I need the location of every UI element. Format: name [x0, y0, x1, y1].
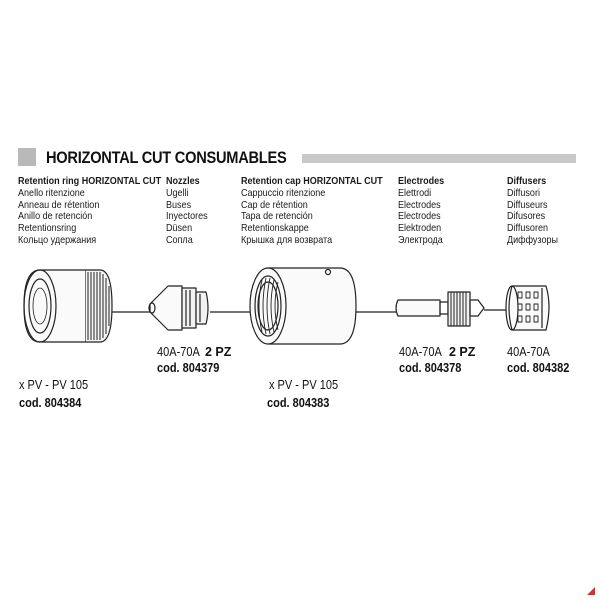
- translation-line: Anneau de rétention: [18, 198, 100, 211]
- retention-ring-code: cod. 804384: [19, 396, 82, 410]
- translation-line: Electrodes: [398, 198, 441, 211]
- nozzle-code: cod. 804379: [157, 361, 220, 375]
- retention-ring-compat-label: x PV - PV 105: [19, 378, 89, 392]
- electrode-code: cod. 804378: [399, 361, 462, 375]
- column-header: Retention cap HORIZONTAL CUT: [241, 175, 383, 187]
- column-header: Electrodes: [398, 175, 445, 187]
- translation-line: Inyectores: [166, 210, 208, 223]
- translation-line: Cappuccio ritenzione: [241, 186, 326, 199]
- column-header: Retention ring HORIZONTAL CUT: [18, 175, 162, 187]
- translation-line: Tapa de retención: [241, 210, 313, 223]
- retention-cap-compat-label: x PV - PV 105: [269, 378, 339, 392]
- translation-line: Difusores: [507, 210, 546, 223]
- translation-line: Diffusori: [507, 186, 540, 199]
- electrode-amperage-label: 40A-70A: [399, 345, 442, 359]
- translation-line: Buses: [166, 198, 192, 211]
- nozzle-quantity: 2 PZ: [205, 345, 232, 359]
- translation-line: Retentionskappe: [241, 222, 309, 235]
- translation-line: Electrodes: [398, 210, 441, 223]
- translation-line: Anello ritenzione: [18, 186, 85, 199]
- translation-line: Сопла: [166, 233, 193, 246]
- translation-line: Ugelli: [166, 186, 189, 199]
- translation-line: Diffuseurs: [507, 198, 548, 211]
- retention-cap-illustration: [250, 268, 356, 344]
- translation-line: Elettrodi: [398, 186, 432, 199]
- retention-ring-illustration: [24, 270, 112, 342]
- column-header: Diffusers: [507, 175, 547, 187]
- translation-line: Anillo de retención: [18, 210, 93, 223]
- diffuser-illustration: [506, 286, 549, 330]
- retention-cap-code: cod. 804383: [267, 396, 330, 410]
- translation-line: Кольцо удержания: [18, 233, 97, 246]
- column-header: Nozzles: [166, 175, 200, 187]
- diffuser-code: cod. 804382: [507, 361, 570, 375]
- translation-line: Cap de rétention: [241, 198, 308, 211]
- translation-line: Diffusoren: [507, 222, 548, 235]
- section-title: HORIZONTAL CUT CONSUMABLES: [46, 148, 287, 167]
- translation-line: Электрода: [398, 233, 443, 246]
- nozzle-amperage-label: 40A-70A: [157, 345, 200, 359]
- nozzle-illustration: [149, 286, 208, 330]
- diffuser-amperage-label: 40A-70A: [507, 345, 550, 359]
- translation-line: Диффузоры: [507, 233, 559, 246]
- translation-line: Крышка для возврата: [241, 233, 333, 246]
- translation-line: Retentionsring: [18, 222, 77, 235]
- electrode-illustration: [396, 292, 484, 326]
- corner-mark-icon: [586, 586, 596, 596]
- electrode-quantity: 2 PZ: [449, 345, 476, 359]
- translation-line: Elektroden: [398, 222, 442, 235]
- translation-line: Düsen: [166, 222, 193, 235]
